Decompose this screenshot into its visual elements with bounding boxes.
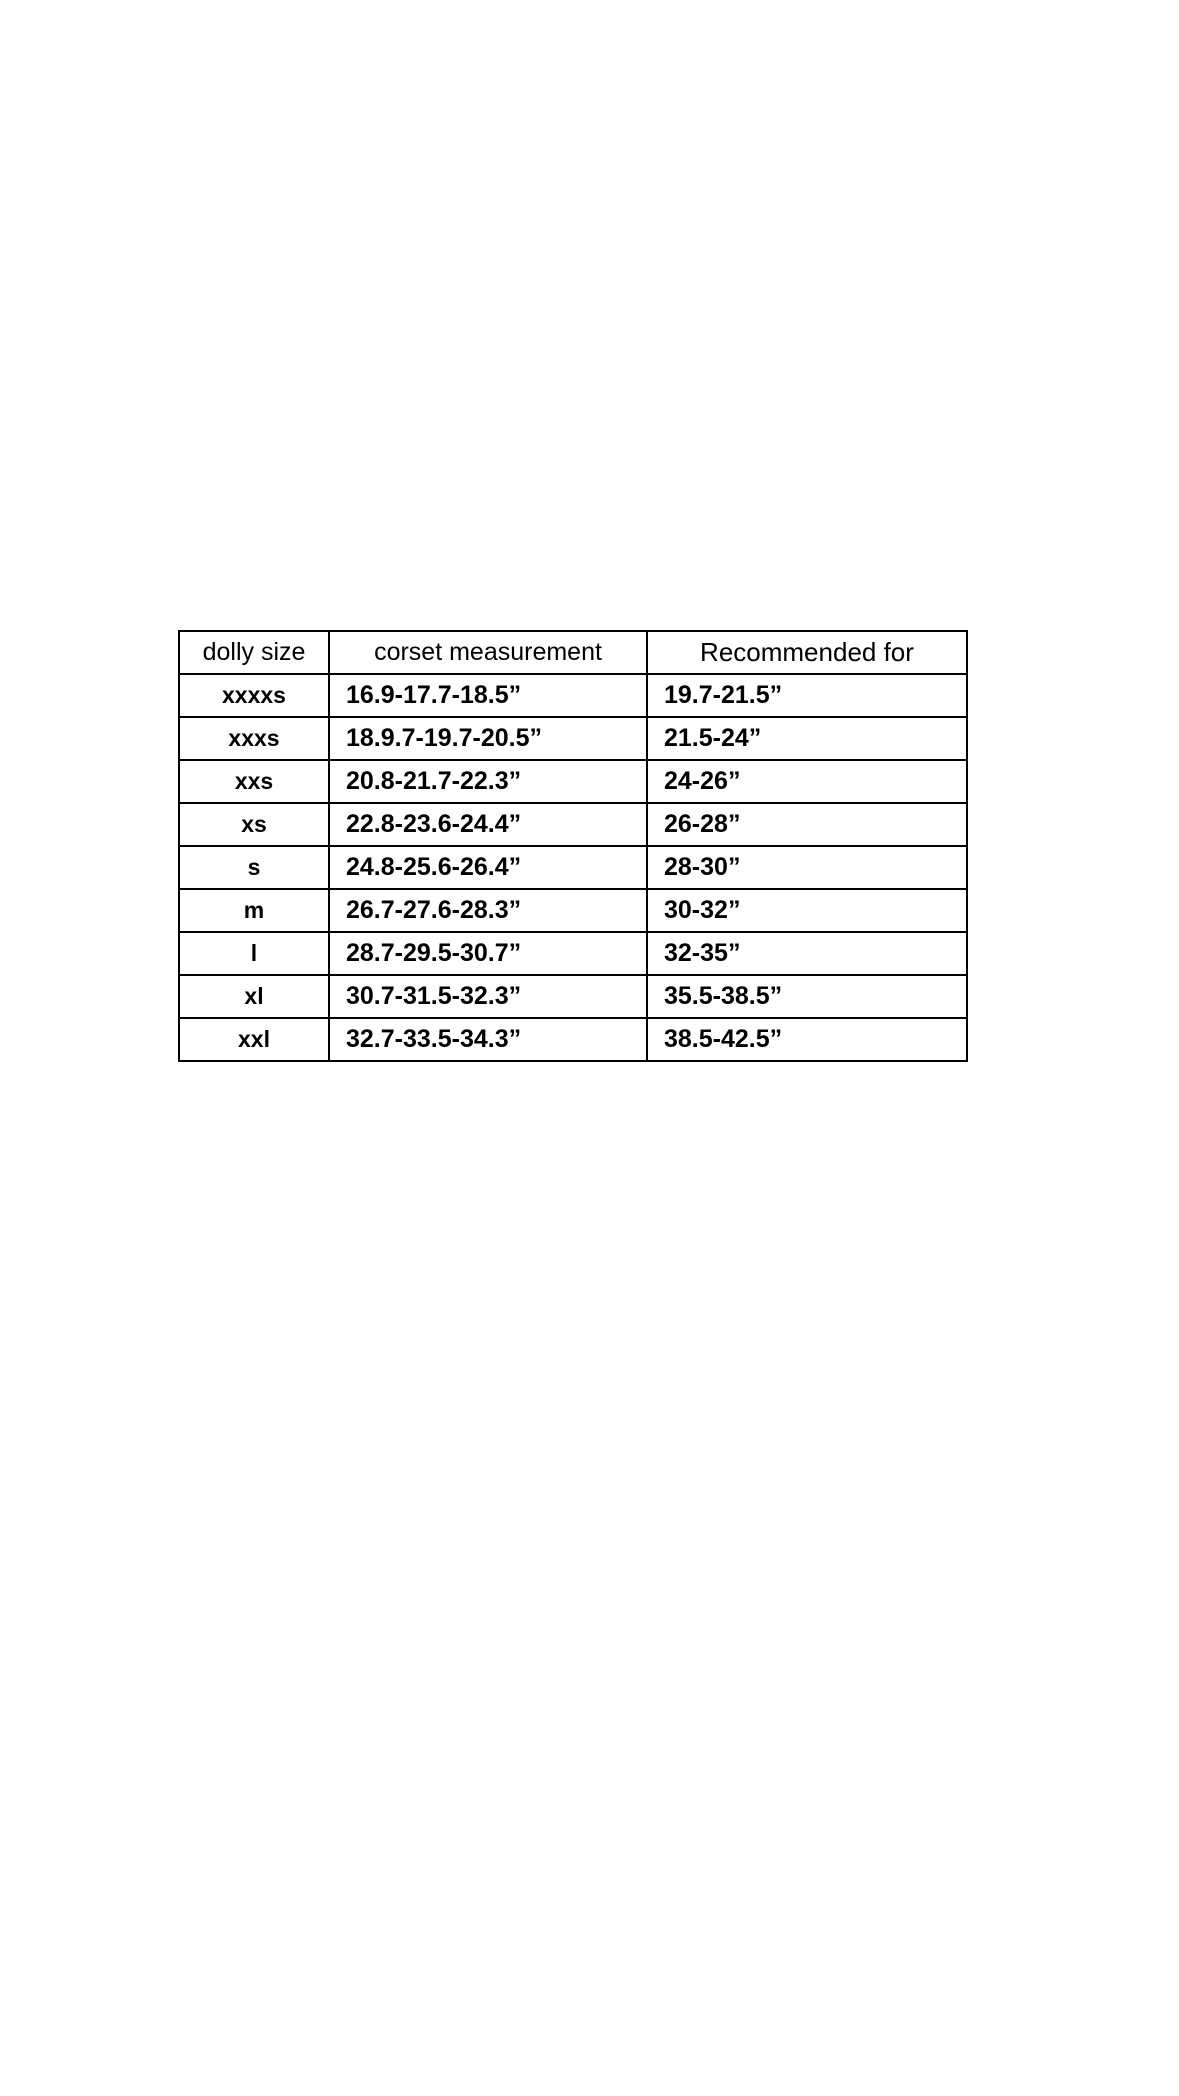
cell-dolly-size: xxxs	[179, 717, 329, 760]
cell-dolly-size: xs	[179, 803, 329, 846]
column-header-recommended-for: Recommended for	[647, 631, 967, 674]
cell-dolly-size: xxxxs	[179, 674, 329, 717]
cell-recommended-for: 32-35”	[647, 932, 967, 975]
cell-corset-measurement: 26.7-27.6-28.3”	[329, 889, 647, 932]
cell-recommended-for: 35.5-38.5”	[647, 975, 967, 1018]
column-header-dolly-size: dolly size	[179, 631, 329, 674]
cell-dolly-size: l	[179, 932, 329, 975]
cell-corset-measurement: 18.9.7-19.7-20.5”	[329, 717, 647, 760]
table-row	[179, 760, 967, 803]
cell-recommended-for: 24-26”	[647, 760, 967, 803]
table-row	[179, 803, 967, 846]
cell-recommended-for: 26-28”	[647, 803, 967, 846]
cell-corset-measurement: 32.7-33.5-34.3”	[329, 1018, 647, 1061]
cell-corset-measurement: 22.8-23.6-24.4”	[329, 803, 647, 846]
cell-dolly-size: xxl	[179, 1018, 329, 1061]
cell-corset-measurement: 28.7-29.5-30.7”	[329, 932, 647, 975]
table-row	[179, 717, 967, 760]
cell-recommended-for: 28-30”	[647, 846, 967, 889]
cell-corset-measurement: 30.7-31.5-32.3”	[329, 975, 647, 1018]
cell-recommended-for: 19.7-21.5”	[647, 674, 967, 717]
cell-dolly-size: m	[179, 889, 329, 932]
table-row	[179, 975, 967, 1018]
cell-corset-measurement: 24.8-25.6-26.4”	[329, 846, 647, 889]
size-chart-table	[178, 630, 968, 1062]
size-chart	[178, 630, 966, 1062]
table-row	[179, 1018, 967, 1061]
table-header-row	[179, 631, 967, 674]
cell-corset-measurement: 16.9-17.7-18.5”	[329, 674, 647, 717]
cell-dolly-size: xxs	[179, 760, 329, 803]
cell-recommended-for: 30-32”	[647, 889, 967, 932]
cell-recommended-for: 21.5-24”	[647, 717, 967, 760]
cell-recommended-for: 38.5-42.5”	[647, 1018, 967, 1061]
table-row	[179, 846, 967, 889]
table-row	[179, 889, 967, 932]
table-row	[179, 674, 967, 717]
table-row	[179, 932, 967, 975]
cell-corset-measurement: 20.8-21.7-22.3”	[329, 760, 647, 803]
cell-dolly-size: xl	[179, 975, 329, 1018]
column-header-corset-measurement: corset measurement	[329, 631, 647, 674]
cell-dolly-size: s	[179, 846, 329, 889]
